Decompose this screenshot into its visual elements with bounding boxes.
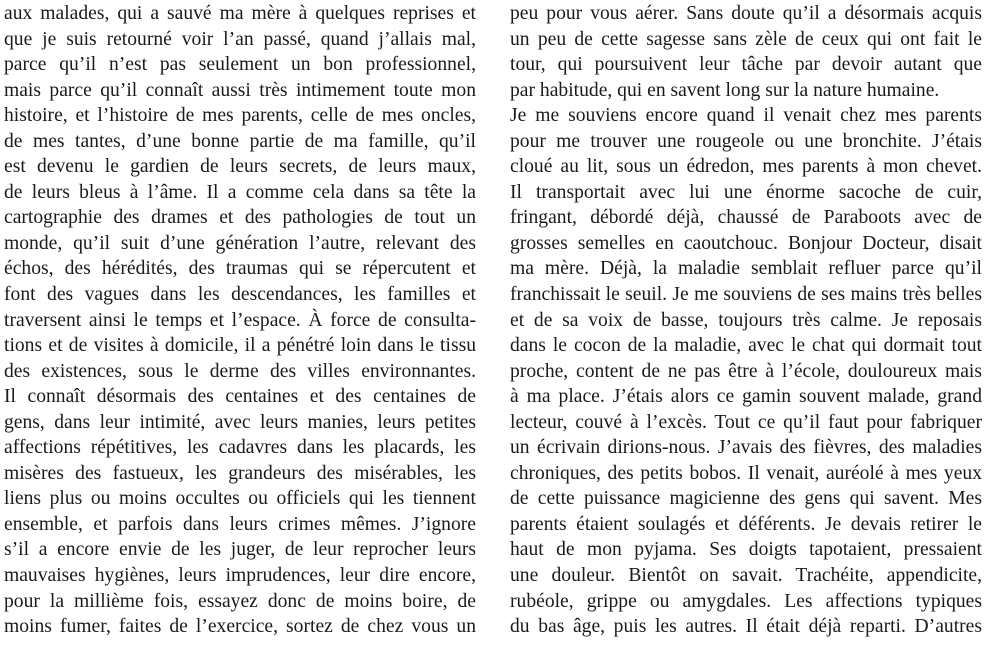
text-line: ensemble, et parfois dans leurs crimes mêmes. J’ignore — [4, 513, 476, 535]
text-line: est devenu le gardien de leurs secrets, de leurs maux, — [4, 156, 476, 178]
text-line: que je suis retourné voir l’an passé, quand j’allais mal, — [4, 28, 476, 50]
text-line: cloué au lit, sous un édredon, mes parents à mon chevet. — [510, 156, 982, 178]
text-line: tions et de visites à domicile, il a pénétré loin dans le tissu — [4, 335, 476, 357]
text-line: affections répétitives, les cadavres dans les placards, les — [4, 437, 476, 459]
text-line: liens plus ou moins occultes ou officiels qui les tiennent — [4, 488, 476, 510]
text-line: Il connaît désormais des centaines et des centaines de — [4, 386, 476, 408]
text-line: Je me souviens encore quand il venait chez mes parents — [510, 105, 982, 127]
text-line: histoire, et l’histoire de mes parents, celle de mes oncles, — [4, 105, 476, 127]
text-line: parents étaient soulagés et déférents. Je devais retirer le — [510, 513, 982, 535]
text-line: cartographie des drames et des pathologies de tout un — [4, 207, 476, 229]
text-line: monde, qu’il suit d’une génération l’autre, relevant des — [4, 232, 476, 254]
text-line: un peu de cette sagesse sans zèle de ceux qui ont fait le — [510, 28, 982, 50]
text-line: de leurs bleus à l’âme. Il a comme cela dans sa tête la — [4, 181, 476, 203]
text-line: du bas âge, puis les autres. Il était déjà reparti. D’autres — [510, 616, 982, 638]
text-line: mauvaises hygiènes, leurs imprudences, leur dire encore, — [4, 565, 476, 587]
text-line: échos, des hérédités, des traumas qui se répercutent et — [4, 258, 476, 280]
text-line: grosses semelles en caoutchouc. Bonjour Docteur, disait — [510, 232, 982, 254]
text-line: par habitude, qui en savent long sur la nature humaine. — [510, 79, 940, 101]
text-line: dans le cocon de la maladie, avec le chat qui dormait tout — [510, 335, 982, 357]
text-line: peu pour vous aérer. Sans doute qu’il a désormais acquis — [510, 3, 982, 24]
text-column-right — [510, 1, 982, 640]
text-line: de cette puissance magicienne des gens qui savent. Mes — [510, 488, 982, 510]
text-line: parce qu’il n’est pas seulement un bon professionnel, — [4, 54, 476, 76]
text-line: Il transportait avec lui une énorme sacoche de cuir, — [510, 181, 982, 203]
text-line: des existences, sous le derme des villes environnantes. — [4, 360, 476, 382]
text-line: pour me trouver une rougeole ou une bronchite. J’étais — [510, 130, 982, 152]
text-line: proche, content de ne pas être à l’école, douloureux mais — [510, 360, 982, 382]
text-line: aux malades, qui a sauvé ma mère à quelques reprises et — [4, 3, 476, 24]
text-line: un écrivain dirions-nous. J’avais des fièvres, des maladies — [510, 437, 982, 459]
text-line: tour, qui poursuivent leur tâche par devoir autant que — [510, 54, 982, 76]
text-line: et de sa voix de basse, toujours très calme. Je reposais — [510, 309, 982, 331]
text-line: une douleur. Bientôt on savait. Trachéite, appendicite, — [510, 565, 982, 587]
text-line: font des vagues dans les descendances, les familles et — [4, 284, 476, 306]
text-line: mais parce qu’il connaît aussi très intimement toute mon — [4, 79, 476, 101]
text-line: gens, dans leur intimité, avec leurs manies, leurs petites — [4, 411, 476, 433]
text-column-left — [4, 1, 476, 640]
text-line: ma mère. Déjà, la maladie semblait refluer parce qu’il — [510, 258, 982, 280]
text-line: lecteur, couvé à l’excès. Tout ce qu’il faut pour fabriquer — [510, 411, 982, 433]
text-line: moins fumer, faites de l’exercice, sortez de chez vous un — [4, 616, 476, 638]
text-line: de mes tantes, d’une bonne partie de ma famille, qu’il — [4, 130, 476, 152]
text-line: s’il a encore envie de les juger, de leur reprocher leurs — [4, 539, 476, 561]
text-line: rubéole, grippe ou amygdales. Les affections typiques — [510, 590, 982, 612]
text-line: haut de mon pyjama. Ses doigts tapotaient, pressaient — [510, 539, 982, 561]
text-line: traversent ainsi le temps et l’espace. À force de consulta- — [4, 309, 476, 331]
text-line: fringant, débordé déjà, chaussé de Paraboots avec de — [510, 207, 982, 229]
text-line: pour la millième fois, essayez donc de moins boire, de — [4, 590, 476, 612]
text-line: chroniques, des petits bobos. Il venait, auréolé à mes yeux — [510, 462, 982, 484]
text-line: misères des fastueux, les grandeurs des misérables, les — [4, 462, 476, 484]
text-line: à ma place. J’étais alors ce gamin souvent malade, grand — [510, 386, 982, 408]
text-line: franchissait le seuil. Je me souviens de ses mains très belles — [510, 284, 982, 306]
